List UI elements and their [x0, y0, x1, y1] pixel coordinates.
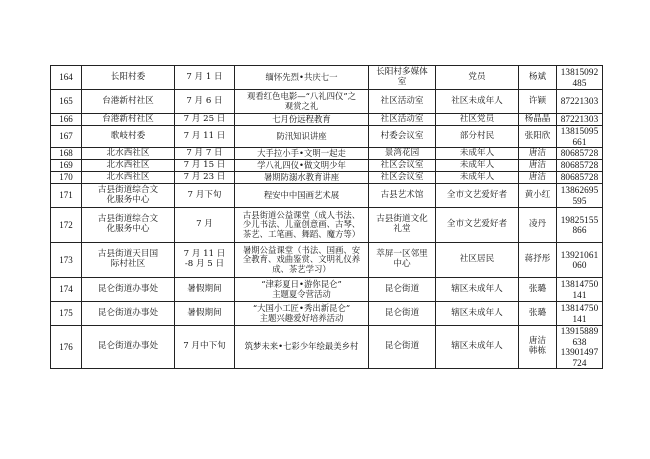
cell-contact-line: 唐洁 — [528, 147, 547, 158]
cell-audience — [436, 172, 519, 184]
cell-number: 165 — [51, 90, 82, 114]
cell-location — [369, 114, 436, 126]
cell-audience-line: 辖区未成年人 — [451, 341, 503, 352]
cell-audience — [436, 302, 519, 326]
cell-phone — [557, 114, 603, 126]
cell-activity-line: 暑期防溺水教育讲座 — [263, 171, 340, 182]
cell-organizer-line: 昆仑街道办事处 — [97, 341, 159, 352]
cell-audience-line: 全市文艺爱好者 — [446, 189, 508, 200]
cell-audience-line: 全市文艺爱好者 — [446, 219, 508, 230]
cell-phone-line: 87221303 — [560, 114, 599, 125]
table-row — [51, 184, 603, 208]
cell-contact — [519, 148, 557, 160]
cell-date-line: 7 月 23 日 — [183, 171, 226, 182]
cell-organizer — [82, 90, 175, 114]
cell-contact-line: 唐洁 — [528, 159, 547, 170]
cell-date-line: 7 月 11 日 — [183, 249, 226, 260]
cell-location-line: 礼堂 — [393, 224, 411, 235]
cell-phone-line: 13915889638 — [560, 326, 599, 347]
cell-location — [369, 208, 436, 243]
cell-activity-line: 主题夏令营活动 — [272, 288, 331, 299]
cell-activity-line: 主题兴趣爱好培养活动 — [259, 312, 344, 323]
cell-location-line: 古县街道文化 — [376, 214, 428, 225]
cell-audience-line: 社区居民 — [459, 254, 495, 265]
cell-date — [175, 90, 235, 114]
cell-date-line: 7 月 11 日 — [183, 130, 226, 141]
cell-date-line: 7 月 25 日 — [183, 113, 226, 124]
cell-organizer-line: 歌岐村委 — [110, 130, 146, 141]
table-row — [51, 160, 603, 172]
cell-contact-line: 蒋抒彤 — [524, 254, 551, 265]
cell-organizer-line: 台港新村社区 — [102, 95, 154, 106]
cell-phone-line: 13921061060 — [560, 249, 599, 271]
cell-audience — [436, 278, 519, 302]
cell-date — [175, 302, 235, 326]
cell-location-line: 昆仑街道 — [384, 283, 420, 294]
cell-date-line: 暑假期间 — [187, 307, 222, 318]
cell-activity — [235, 278, 369, 302]
cell-phone — [557, 184, 603, 208]
cell-phone-line: 80685728 — [560, 148, 599, 159]
cell-date-line: 7 月 7 日 — [186, 147, 223, 158]
cell-contact — [519, 160, 557, 172]
cell-date — [175, 114, 235, 126]
cell-organizer — [82, 66, 175, 90]
cell-contact-line: 唐洁 — [528, 171, 547, 182]
cell-contact — [519, 66, 557, 90]
cell-location — [369, 66, 436, 90]
cell-audience — [436, 208, 519, 243]
cell-contact — [519, 90, 557, 114]
cell-contact-line: 杨晶晶 — [524, 113, 551, 124]
cell-activity — [235, 160, 369, 172]
cell-date-line: 7 月中下旬 — [183, 341, 226, 352]
cell-location — [369, 243, 436, 278]
cell-phone — [557, 148, 603, 160]
cell-audience-line: 未成年人 — [459, 147, 495, 158]
cell-number: 174 — [51, 278, 82, 302]
cell-phone — [557, 326, 603, 369]
cell-activity — [235, 114, 369, 126]
cell-number: 166 — [51, 114, 82, 126]
cell-audience-line: 社区党员 — [459, 113, 495, 124]
table-row — [51, 148, 603, 160]
cell-audience-line: 社区未成年人 — [451, 95, 503, 106]
cell-location-line: 昆仑街道 — [384, 341, 420, 352]
table-row — [51, 126, 603, 148]
cell-organizer — [82, 302, 175, 326]
cell-phone — [557, 302, 603, 326]
cell-contact-line: 黄小红 — [524, 189, 551, 200]
cell-activity-line: 防汛知识讲座 — [276, 130, 327, 141]
table-row — [51, 302, 603, 326]
cell-date-line: 7 月 — [196, 219, 213, 230]
cell-activity-line: 全教育、戏曲鉴赏、文明礼仪养 — [242, 254, 361, 265]
cell-contact-line: 张璐 — [528, 283, 547, 294]
cell-activity-line: “津彩夏日•游你昆仑” — [261, 279, 342, 289]
cell-audience — [436, 66, 519, 90]
cell-contact — [519, 184, 557, 208]
cell-phone-line: 13814750141 — [560, 279, 599, 300]
cell-phone — [557, 243, 603, 278]
cell-audience-line: 辖区未成年人 — [451, 307, 503, 318]
cell-date — [175, 278, 235, 302]
cell-date — [175, 243, 235, 278]
cell-audience — [436, 90, 519, 114]
cell-activity-line: 暑期公益课堂（书法、国画、安 — [242, 244, 361, 255]
cell-audience — [436, 184, 519, 208]
cell-location-line: 社区活动室 — [380, 113, 424, 124]
cell-contact — [519, 278, 557, 302]
cell-audience — [436, 160, 519, 172]
table-row — [51, 326, 603, 369]
cell-audience — [436, 243, 519, 278]
cell-contact — [519, 243, 557, 278]
cell-number: 173 — [51, 243, 82, 278]
cell-number: 171 — [51, 184, 82, 208]
table-row — [51, 66, 603, 90]
cell-organizer-line: 昆仑街道办事处 — [97, 283, 159, 294]
cell-phone — [557, 278, 603, 302]
activity-table — [50, 65, 603, 369]
cell-location-line: 长阳村多媒体 — [376, 66, 428, 77]
cell-number: 168 — [51, 148, 82, 160]
cell-organizer-line: 长阳村委 — [110, 71, 146, 82]
cell-date — [175, 148, 235, 160]
table-row — [51, 114, 603, 126]
cell-phone — [557, 126, 603, 148]
cell-audience — [436, 114, 519, 126]
cell-activity — [235, 90, 369, 114]
cell-number: 175 — [51, 302, 82, 326]
cell-date — [175, 208, 235, 243]
cell-activity-line: 大手拉小手•文明一起走 — [257, 147, 346, 158]
cell-location — [369, 302, 436, 326]
cell-organizer-line: 北水西社区 — [106, 171, 150, 182]
cell-phone-line: 13815095661 — [560, 126, 599, 147]
cell-activity-line: 筑梦未来•七彩少年绘最美乡村 — [244, 341, 359, 352]
cell-activity — [235, 172, 369, 184]
cell-date-line: 7 月 15 日 — [183, 159, 226, 170]
cell-contact-line: 凌丹 — [528, 219, 547, 230]
cell-phone-line: 80685728 — [560, 172, 599, 183]
cell-date-line: 7 月下旬 — [187, 189, 222, 200]
cell-phone — [557, 66, 603, 90]
cell-activity — [235, 302, 369, 326]
cell-location — [369, 126, 436, 148]
cell-activity — [235, 148, 369, 160]
table-body — [51, 66, 603, 369]
cell-phone-line: 13901497724 — [560, 347, 599, 368]
cell-activity-line: “大国小工匠•秀出新昆仑” — [252, 303, 351, 313]
cell-number: 169 — [51, 160, 82, 172]
cell-date-line: 暑假期间 — [187, 283, 222, 294]
cell-activity — [235, 66, 369, 90]
cell-number: 167 — [51, 126, 82, 148]
cell-location — [369, 172, 436, 184]
cell-date-line: 7 月 1 日 — [186, 71, 223, 82]
cell-activity — [235, 243, 369, 278]
cell-activity — [235, 126, 369, 148]
cell-number: 172 — [51, 208, 82, 243]
cell-location — [369, 148, 436, 160]
cell-location-line: 社区会议室 — [380, 159, 424, 170]
cell-date — [175, 326, 235, 369]
cell-date — [175, 160, 235, 172]
table-row — [51, 172, 603, 184]
cell-audience — [436, 326, 519, 369]
cell-organizer-line: 台港新村社区 — [102, 113, 154, 124]
cell-phone — [557, 208, 603, 243]
cell-contact-line: 许颖 — [528, 95, 547, 106]
cell-contact-line: 韩栋 — [528, 346, 547, 357]
cell-activity-line: 古县街道公益课堂（成人书法、 — [242, 209, 361, 220]
cell-organizer — [82, 278, 175, 302]
cell-contact — [519, 326, 557, 369]
cell-contact — [519, 126, 557, 148]
cell-activity-line: 成、茶艺学习） — [272, 263, 331, 274]
cell-location-line: 昆仑街道 — [384, 307, 420, 318]
cell-audience — [436, 126, 519, 148]
cell-audience-line: 辖区未成年人 — [451, 283, 503, 294]
cell-activity — [235, 326, 369, 369]
cell-phone — [557, 90, 603, 114]
cell-date — [175, 66, 235, 90]
cell-organizer-line: 古县街道综合文 — [97, 184, 159, 195]
cell-location — [369, 326, 436, 369]
cell-activity-line: 缅怀先烈•共庆七一 — [265, 71, 338, 82]
cell-location-line: 社区活动室 — [380, 95, 424, 106]
table-row — [51, 243, 603, 278]
cell-number: 176 — [51, 326, 82, 369]
cell-location-line: 室 — [397, 76, 407, 87]
cell-activity-line: 观看红色电影—“八礼四仪”之 — [246, 90, 357, 101]
cell-location — [369, 184, 436, 208]
cell-phone-line: 80685728 — [560, 160, 599, 171]
cell-activity-line: 观赏之礼 — [284, 100, 319, 111]
cell-phone — [557, 160, 603, 172]
cell-contact-line: 唐洁 — [528, 336, 547, 347]
cell-audience-line: 部分村民 — [459, 130, 495, 141]
cell-organizer — [82, 172, 175, 184]
cell-audience — [436, 148, 519, 160]
cell-activity-line: 茶艺、工笔画、舞蹈、魔方等） — [242, 228, 361, 239]
cell-location-line: 村委会议室 — [380, 130, 424, 141]
table-row — [51, 278, 603, 302]
cell-date-line: -8 月 5 日 — [184, 259, 225, 270]
table-row — [51, 208, 603, 243]
cell-contact-line: 张阳欣 — [524, 130, 551, 141]
cell-location-line: 社区会议室 — [380, 171, 424, 182]
cell-activity-line: 程安中中国画艺术展 — [263, 189, 340, 200]
cell-location — [369, 90, 436, 114]
cell-contact — [519, 208, 557, 243]
cell-organizer — [82, 243, 175, 278]
cell-activity-line: 七月份远程教育 — [272, 113, 331, 124]
cell-organizer-line: 古县街道综合文 — [97, 214, 159, 225]
cell-phone-line: 13814750141 — [560, 303, 599, 324]
cell-audience-line: 未成年人 — [459, 159, 495, 170]
cell-date — [175, 172, 235, 184]
cell-contact — [519, 172, 557, 184]
cell-organizer-line: 际村社区 — [110, 259, 146, 270]
cell-organizer — [82, 126, 175, 148]
cell-organizer — [82, 114, 175, 126]
cell-contact-line: 杨斌 — [528, 71, 547, 82]
cell-organizer-line: 北水西社区 — [106, 159, 150, 170]
cell-organizer-line: 化服务中心 — [106, 224, 150, 235]
cell-location — [369, 160, 436, 172]
cell-organizer — [82, 148, 175, 160]
cell-location — [369, 278, 436, 302]
cell-organizer-line: 化服务中心 — [106, 194, 150, 205]
cell-phone — [557, 172, 603, 184]
cell-contact — [519, 302, 557, 326]
cell-contact-line: 张璐 — [528, 307, 547, 318]
cell-activity-line: 学八礼四仪•做文明少年 — [257, 159, 346, 170]
cell-location-line: 景湾花园 — [384, 147, 420, 158]
cell-number: 164 — [51, 66, 82, 90]
cell-organizer-line: 北水西社区 — [106, 147, 150, 158]
cell-number: 170 — [51, 172, 82, 184]
cell-date — [175, 126, 235, 148]
cell-phone-line: 13862695595 — [560, 185, 599, 206]
cell-location-line: 萃屏一区邻里 — [376, 249, 428, 260]
cell-organizer-line: 古县街道天目国 — [97, 249, 159, 260]
cell-organizer — [82, 160, 175, 172]
cell-date-line: 7 月 6 日 — [186, 95, 223, 106]
cell-audience-line: 党员 — [468, 71, 486, 82]
cell-phone-line: 87221303 — [560, 96, 599, 107]
table-row — [51, 90, 603, 114]
cell-contact — [519, 114, 557, 126]
cell-activity — [235, 208, 369, 243]
cell-phone-line: 13815092485 — [560, 66, 599, 88]
cell-activity-line: 少儿书法、儿童创意画、古琴、 — [242, 219, 361, 230]
cell-date — [175, 184, 235, 208]
cell-location-line: 古县艺术馆 — [380, 189, 424, 200]
cell-location-line: 中心 — [393, 259, 411, 270]
cell-organizer-line: 昆仑街道办事处 — [97, 307, 159, 318]
cell-activity — [235, 184, 369, 208]
cell-audience-line: 未成年人 — [459, 171, 495, 182]
cell-organizer — [82, 208, 175, 243]
cell-organizer — [82, 326, 175, 369]
cell-phone-line: 19825155866 — [560, 214, 599, 236]
cell-organizer — [82, 184, 175, 208]
